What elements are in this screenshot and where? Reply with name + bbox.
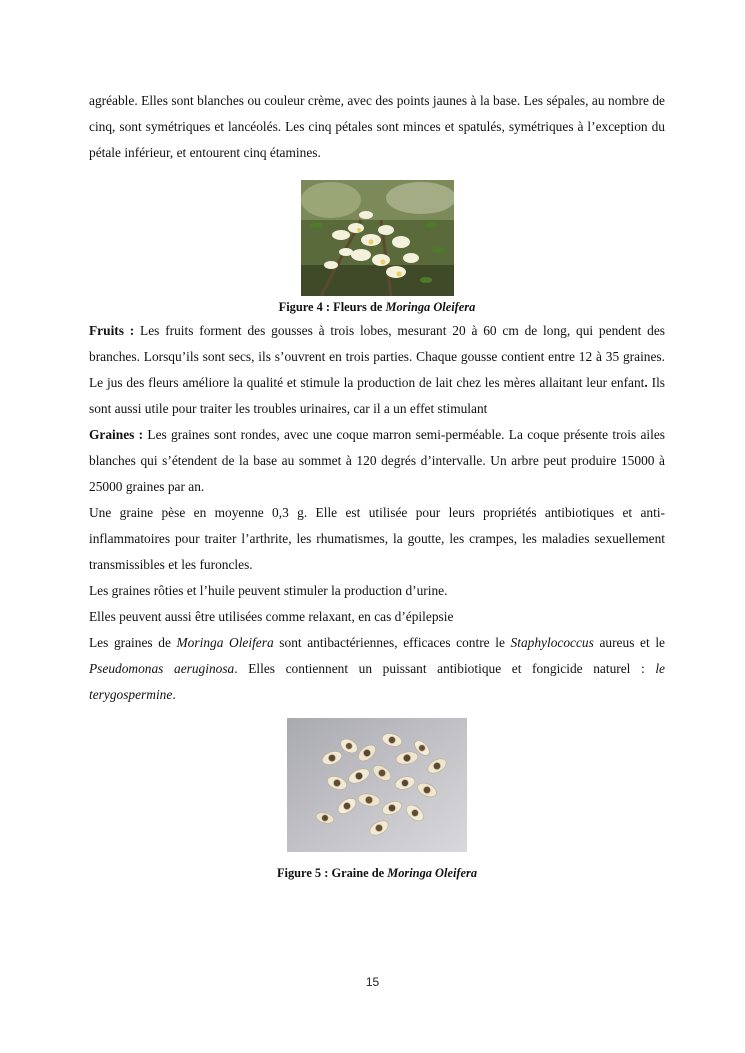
paragraph-flowers: agréable. Elles sont blanches ou couleur crème, avec des points jaunes à la base. Les sépales, au nombre de cinq, sont symétriques et lancéolés. Les cinq pétales sont minces et spatulés, symétriques à l’exception du pétale inférieur, et entourent cinq étamines.: [89, 93, 665, 160]
figure-5-caption-species: Moringa Oleifera: [387, 866, 478, 880]
figure-5-caption: [89, 864, 665, 882]
anti-staphylococcus: Staphylococcus: [510, 635, 594, 650]
fruits-text-a: Les fruits forment des gousses à trois lobes, mesurant 20 à 60 cm de long, qui pendent des branches. Lorsqu’ils sont secs, ils s’ouvrent en trois parties. Chaque gousse contient entre 12 à 35 graines. Le jus des fleurs améliore la qualité et stimule la production de lait chez les mères allaitant leur enfant: [89, 323, 665, 390]
paragraph-graines: [89, 422, 665, 500]
graines-label: Graines :: [89, 427, 144, 442]
anti-text-5: .: [172, 687, 176, 702]
fruits-label: Fruits :: [89, 323, 135, 338]
anti-terygospermine: le terygospermine: [89, 661, 665, 702]
paragraph-relaxant: Elles peuvent aussi être utilisées comme relaxant, en cas d’épilepsie: [89, 609, 454, 624]
figure-5-seeds-image: [287, 718, 467, 852]
fruits-dot: .: [644, 375, 648, 390]
anti-text-2: sont antibactériennes, efficaces contre le: [273, 635, 511, 650]
paragraph-antibacterial: [89, 630, 665, 708]
anti-species: Moringa Oleifera: [176, 635, 274, 650]
anti-text-3: aureus et le: [593, 635, 665, 650]
paragraph-urine: Les graines rôties et l’huile peuvent stimuler la production d’urine.: [89, 583, 448, 598]
anti-text-1: Les graines de: [89, 635, 177, 650]
anti-text-4: . Elles contiennent un puissant antibiotique et fongicide naturel :: [234, 661, 656, 676]
figure-4-caption: [89, 298, 665, 316]
figure-4-caption-species: Moringa Oleifera: [385, 300, 476, 314]
document-body: [89, 88, 665, 882]
page-number: 15: [365, 975, 380, 989]
paragraph-poids: Une graine pèse en moyenne 0,3 g. Elle est utilisée pour leurs propriétés antibiotiques et anti-inflammatoires pour traiter l’arthrite, les rhumatismes, la goutte, les crampes, les maladies sexuellement transmissibles et les furoncles.: [89, 505, 665, 572]
figure-5-caption-label: Figure 5 : Graine de: [276, 866, 388, 880]
figure-4-caption-label: Figure 4 : Fleurs de: [278, 300, 386, 314]
fruits-text-b: Ils sont aussi utile pour traiter les troubles urinaires, car il a un effet stimulant: [89, 375, 665, 416]
paragraph-fruits: [89, 318, 665, 422]
anti-pseudomonas: Pseudomonas aeruginosa: [89, 661, 235, 676]
graines-text: Les graines sont rondes, avec une coque marron semi-perméable. La coque présente trois ailes blanches qui s’étendent de la base au sommet à 120 degrés d’intervalle. Un arbre peut produire 15000 à 25000 graines par an.: [89, 427, 666, 494]
figure-4-flowers-image: [301, 180, 454, 296]
